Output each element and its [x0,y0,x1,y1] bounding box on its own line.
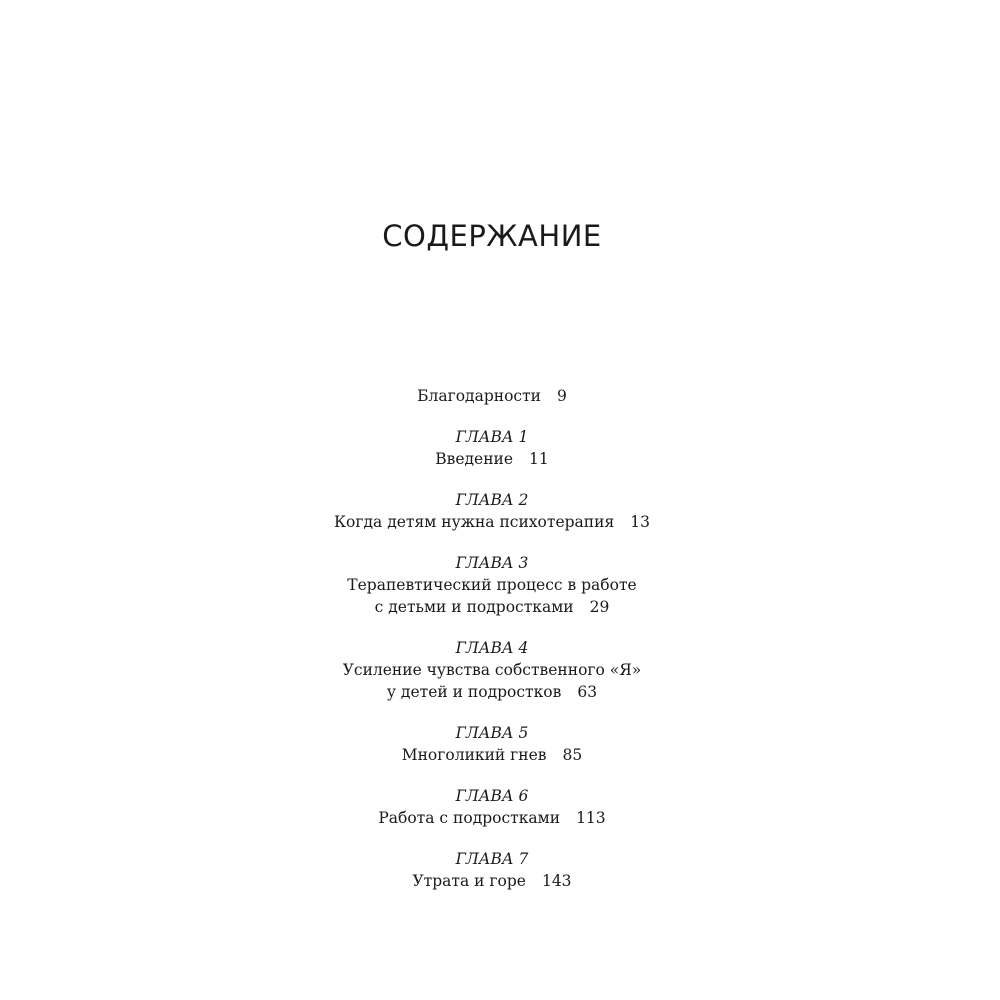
chapter-label: ГЛАВА 4 [455,639,529,657]
toc-page-number: 85 [562,746,583,764]
toc-entry-line [0,596,984,618]
chapter-label: ГЛАВА 6 [455,787,529,805]
toc-entry-line [0,744,984,766]
toc-entry-chapter-7 [0,848,984,892]
toc-entry-title: Работа с подростками [378,809,561,827]
toc-page-number: 11 [529,450,549,468]
chapter-label: ГЛАВА 5 [455,724,529,742]
toc-entry-line [0,448,984,470]
toc-entry-chapter-5 [0,722,984,766]
toc-page-number: 113 [576,809,606,827]
chapter-label: ГЛАВА 2 [455,491,529,509]
toc-entry-line [0,681,984,703]
toc-entry-line: Усиление чувства собственного «Я» [342,661,642,679]
toc-entry-acknowledgments [0,385,984,407]
toc-entry-chapter-1 [0,426,984,470]
toc-entry-line: Терапевтический процесс в работе [347,576,637,594]
chapter-label: ГЛАВА 1 [455,428,529,446]
toc-entry-title: Утрата и горе [412,872,526,890]
chapter-label: ГЛАВА 3 [455,554,529,572]
toc-page-number: 29 [589,598,610,616]
toc-page-number: 13 [630,513,650,531]
toc-entry-chapter-3 [0,552,984,618]
toc-page-number: 63 [577,683,598,701]
toc-entry-line [0,511,984,533]
toc-entry-chapter-2 [0,489,984,533]
toc-entry-line [0,870,984,892]
toc-entry-title: Многоликий гнев [401,746,547,764]
toc-entry-line [0,807,984,829]
toc-entry-title: Введение [435,450,514,468]
chapter-label: ГЛАВА 7 [455,850,529,868]
toc-entry-chapter-6 [0,785,984,829]
toc-entry-chapter-4 [0,637,984,703]
toc-page-number: 143 [541,872,572,890]
toc-entry-title: Благодарности [417,387,541,405]
toc-entry-title: Когда детям нужна психотерапия [334,513,615,531]
table-of-contents [0,385,984,911]
toc-page-number: 9 [557,387,567,405]
page-title: СОДЕРЖАНИЕ [382,219,602,253]
toc-entry-line [0,385,984,407]
toc-entry-title: с детьми и подростками [374,598,574,616]
toc-entry-title: у детей и подростков [386,683,562,701]
